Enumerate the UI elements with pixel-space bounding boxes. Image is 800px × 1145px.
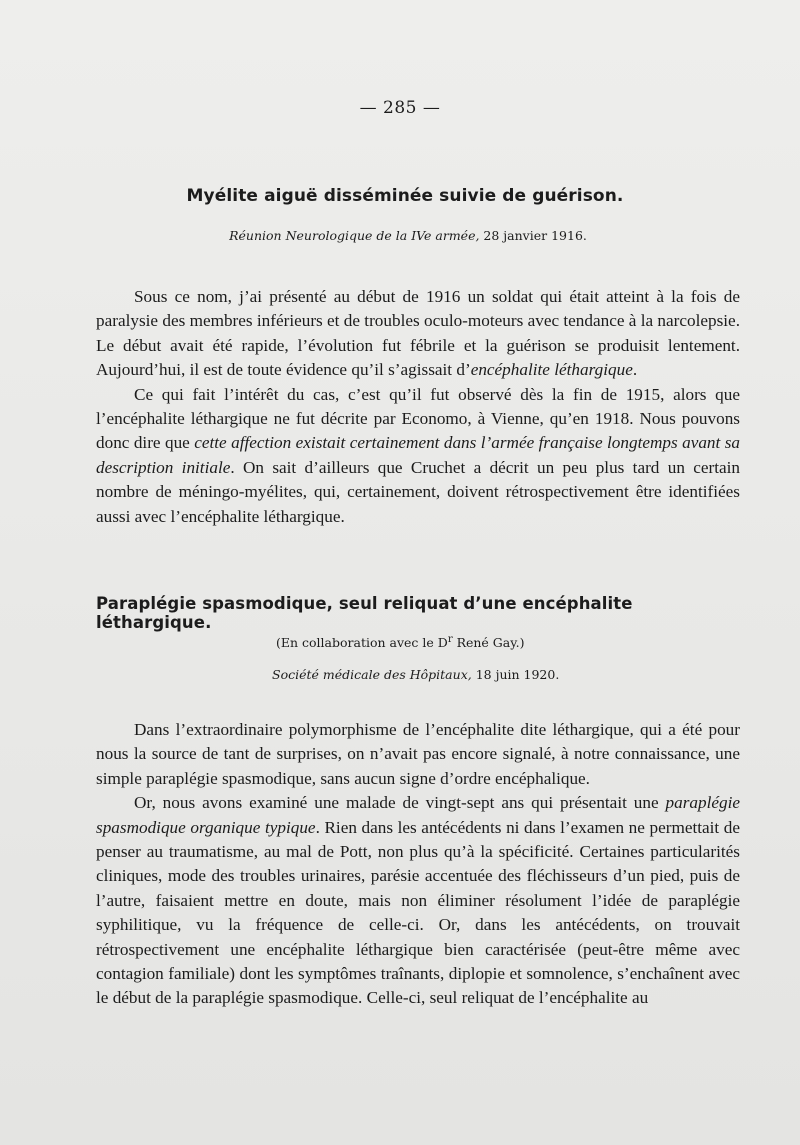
text-span: (En collaboration avec le D xyxy=(276,635,448,651)
article-2-source-journal: Société médicale des Hôpitaux, xyxy=(272,667,472,682)
text-span: Sous ce nom, j’ai présenté au début de 1916 un soldat qui était atteint à la fois de paralysie des membres inférieurs et de troubles oculo-moteurs avec tendance à la narcolepsie. Le début avait été rapide, l’évolution fut fébrile et la guérison se produisit lentement. Aujourd’hui, il est de toute évidence qu’il s’agissait d’ xyxy=(96,287,740,380)
article-2-body xyxy=(96,718,740,1011)
article-2-collaboration xyxy=(276,634,576,650)
italic-span: cette affection existait certainement dans l’armée française longtemps avant sa description initiale xyxy=(96,433,741,477)
article-2-title: Paraplégie spasmodique, seul reliquat d’une encéphalite léthargique. xyxy=(96,594,633,632)
text-span: René Gay.) xyxy=(452,635,525,651)
article-2-paragraph-1: Dans l’extraordinaire polymorphisme de l’encéphalite dite léthargique, qui a été pour nous la source de tant de surprises, on n’avait pas encore signalé, à notre connaissance, une simple paraplégie spasmodique, sans aucun signe d’ordre encéphalique. xyxy=(96,720,740,788)
text-span: Or, nous avons examiné une malade de vingt-sept ans qui présentait une xyxy=(134,793,666,813)
article-1-title: Myélite aiguë disséminée suivie de guérison. xyxy=(186,186,624,206)
italic-span: encéphalite léthargique xyxy=(470,360,633,380)
article-1-paragraph-2 xyxy=(96,383,740,529)
text-span: . On sait d’ailleurs que Cruchet a décrit un peu plus tard un certain nombre de méningo-myélites, qui, certainement, doivent rétrospectivement être identifiées aussi avec l’encéphalite léthargique. xyxy=(96,457,740,526)
article-1-paragraph-1 xyxy=(96,285,740,383)
text-span: Ce qui fait l’intérêt du cas, c’est qu’il fut observé dès la fin de 1915, alors que l’encéphalite léthargique ne fut décrite par Economo, à Vienne, qu’en 1918. Nous pouvons donc dire que xyxy=(96,384,740,453)
page-number: — 285 — xyxy=(359,98,441,118)
text-span: . Rien dans les antécédents ni dans l’examen ne permettait de penser au traumatisme, au mal de Pott, non plus qu’à la spécificité. Certaines particularités cliniques, mode des troubles urinaires, parésie accentuée des fléchisseurs d’un pied, puis de l’autre, faisaient mettre en doute, mais non éliminer résolument l’idée de paraplégie syphilitique, vu la fréquence de celle-ci. Or, dans les antécédents, on trouvait rétrospectivement une encéphalite léthargique bien caractérisée (peut-être même avec contagion familiale) dont les symptômes traînants, diplopie et somnolence, s’enchaînent avec le début de la paraplégie spasmodique. Celle-ci, seul reliquat de l’encéphalite au xyxy=(96,817,740,1008)
superscript: r xyxy=(447,634,453,645)
article-1-source xyxy=(0,228,800,243)
article-2-source-date: 18 juin 1920. xyxy=(471,667,560,682)
article-1-body xyxy=(96,285,740,529)
article-1-source-date: 28 janvier 1916. xyxy=(479,228,587,243)
article-1-source-journal: Réunion Neurologique de la IVe armée, xyxy=(229,228,480,243)
italic-span: paraplégie spasmodique organique typique xyxy=(96,793,740,837)
article-2-paragraph-2 xyxy=(96,791,740,1011)
article-2-source xyxy=(272,667,592,682)
text-span: . xyxy=(632,360,638,380)
